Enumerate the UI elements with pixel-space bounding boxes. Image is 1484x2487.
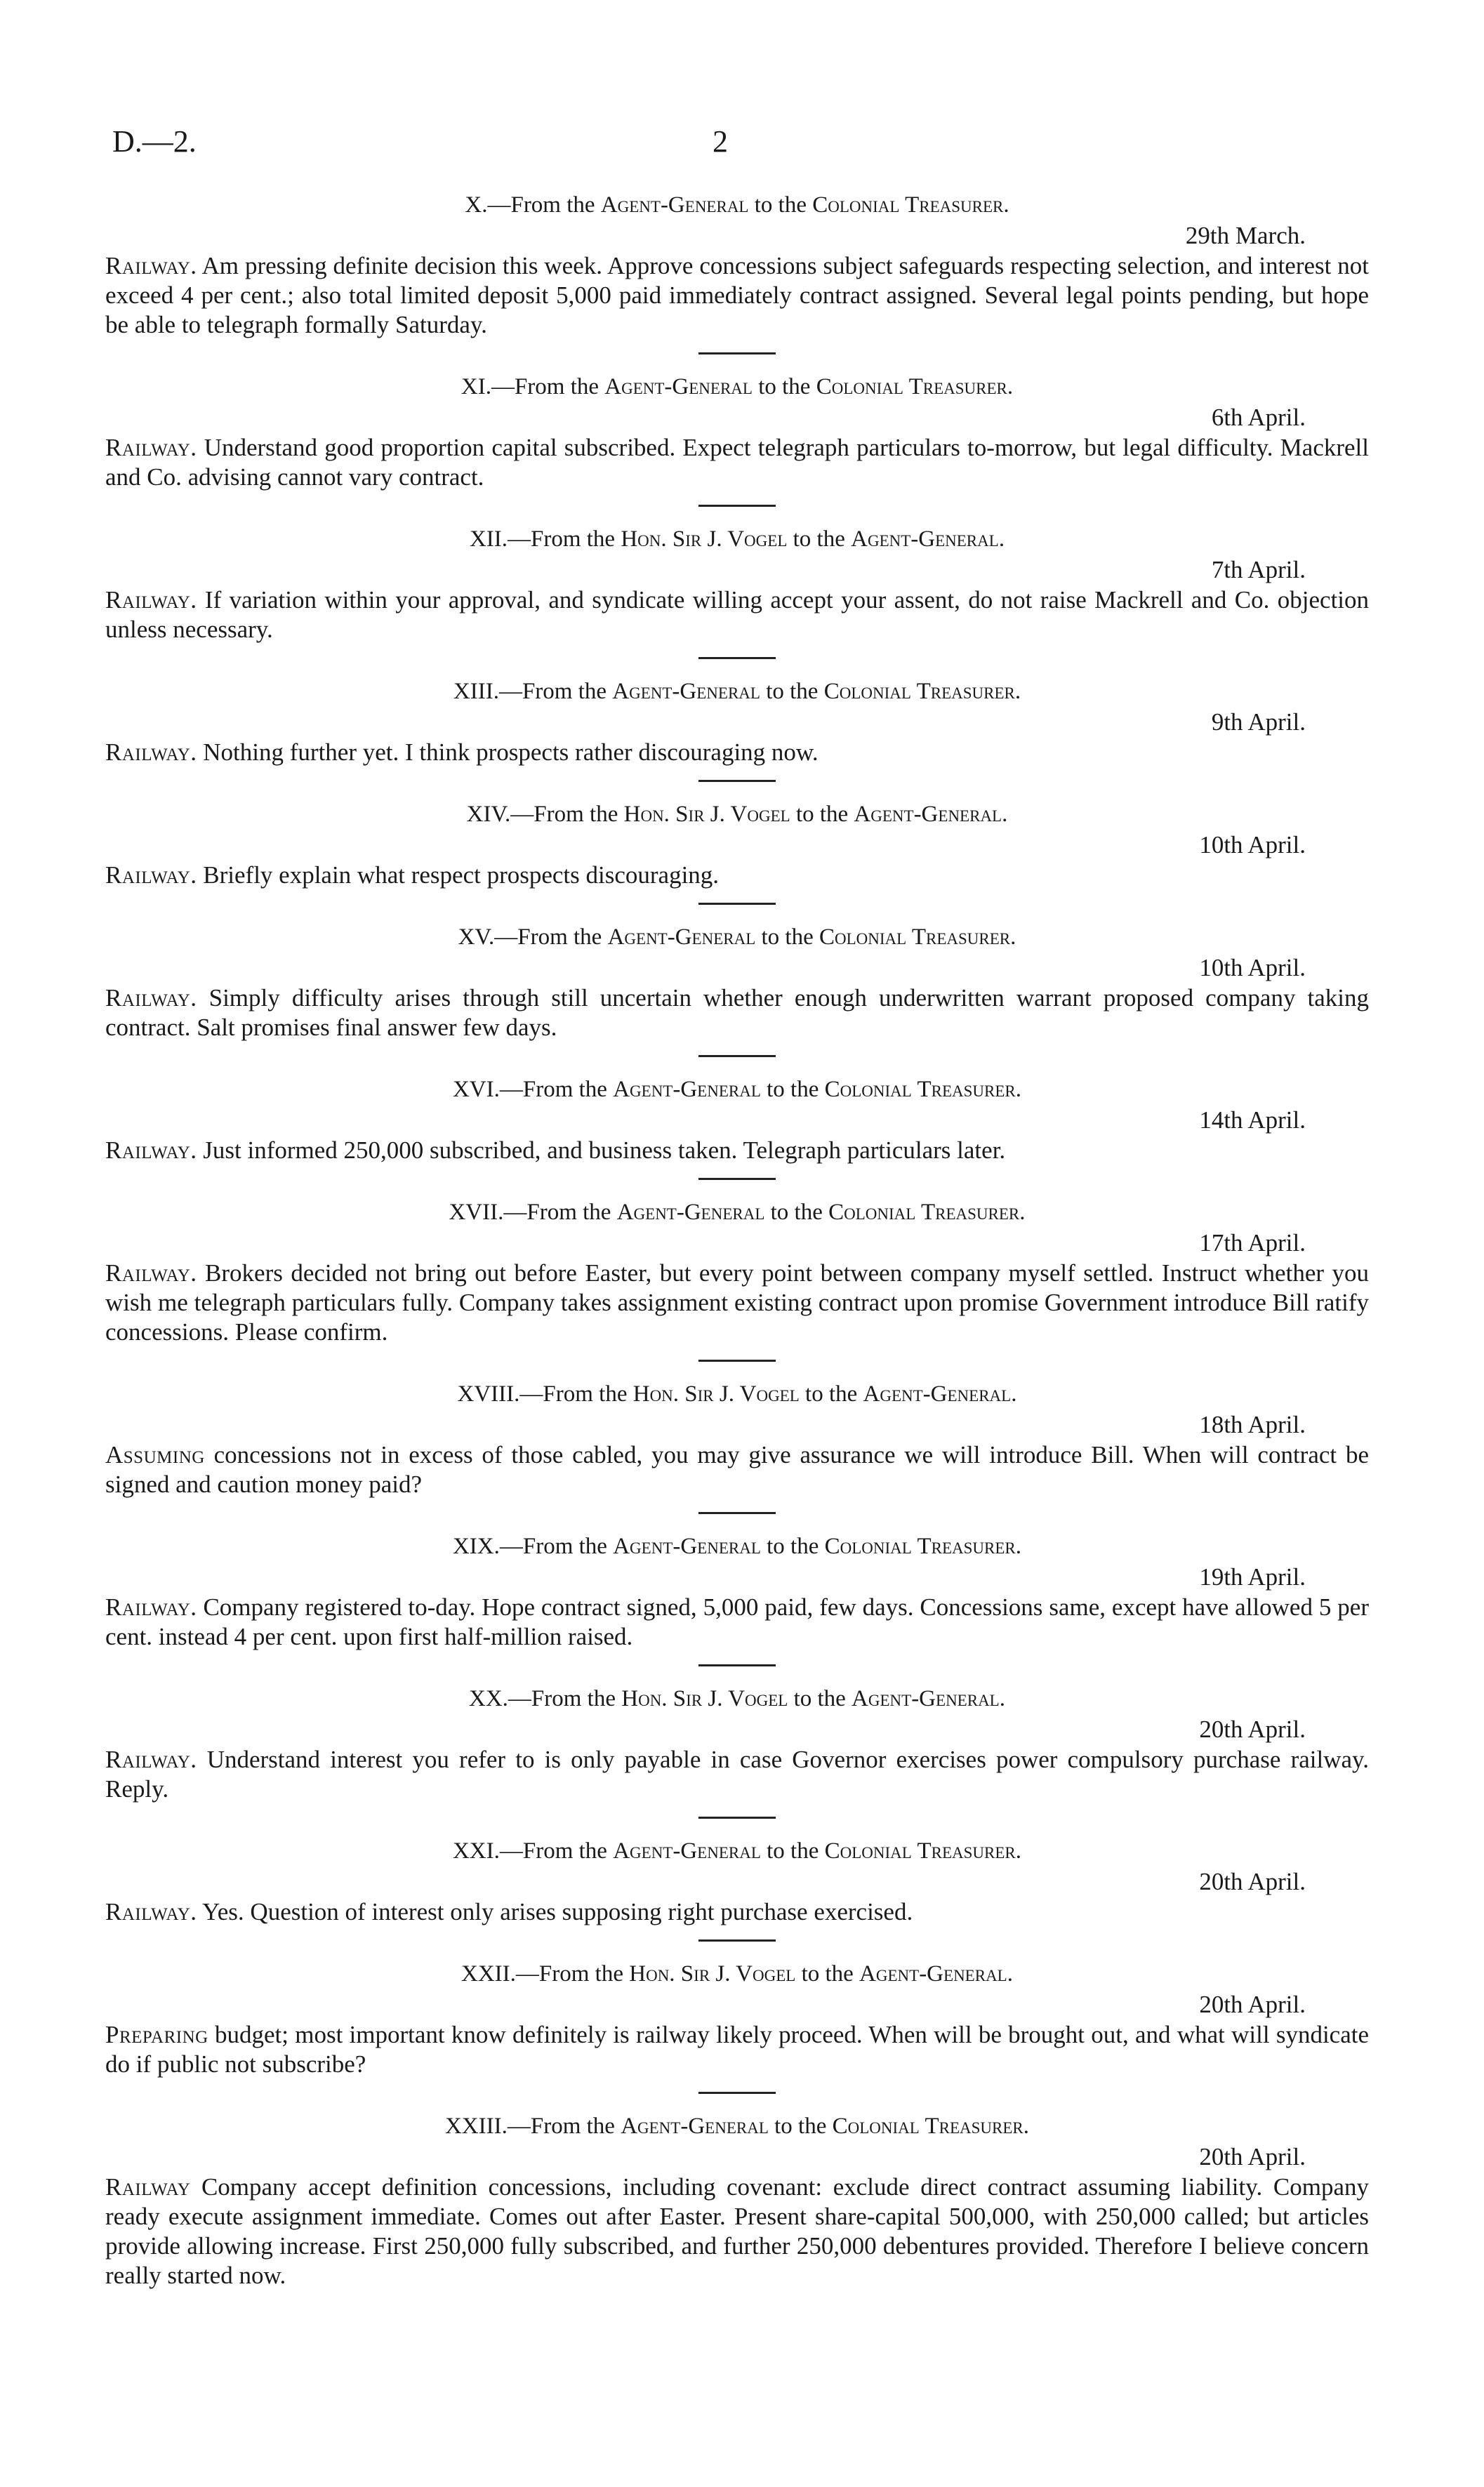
telegram-body [105, 1440, 1369, 1499]
telegram-xxiii [105, 2111, 1369, 2290]
telegram-heading: X.—From the Agent-General to the Colonial Treasurer. [465, 192, 1009, 218]
telegram-date: 7th April. [1211, 556, 1306, 583]
telegram-text: Briefly explain what respect prospects discouraging. [203, 861, 720, 889]
telegram-lead: Railway. [105, 1136, 197, 1164]
telegram-xviii [105, 1379, 1369, 1499]
telegram-heading: XXIII.—From the Agent-General to the Colonial Treasurer. [444, 2114, 1030, 2139]
telegram-date: 20th April. [1199, 1991, 1306, 2018]
telegram-sender: Hon. Sir J. Vogel [621, 526, 788, 552]
telegram-number: XIV. [466, 802, 511, 827]
telegram-xv [105, 922, 1369, 1042]
telegram-heading: XXII.—From the Hon. Sir J. Vogel to the Agent-General. [461, 1961, 1013, 1987]
telegram-number: XI. [461, 374, 491, 399]
telegram-number: XV. [458, 924, 495, 950]
telegram-xi [105, 371, 1369, 492]
telegram-sender: Agent-General [600, 192, 749, 218]
telegram-recipient: Colonial Treasurer [812, 192, 1004, 218]
divider-rule [698, 1664, 776, 1666]
telegram-sender: Agent-General [607, 924, 756, 950]
telegram-xiv [105, 799, 1369, 890]
telegram-number: XII. [469, 526, 508, 552]
telegram-body [105, 1745, 1369, 1804]
telegram-number: XVIII. [457, 1381, 520, 1407]
telegram-text: Understand interest you refer to is only payable in case Governor exercises power compulsory purchase railway. Reply. [105, 1746, 1369, 1803]
telegram-body [105, 983, 1369, 1042]
telegram-recipient: Colonial Treasurer [828, 1200, 1020, 1225]
telegram-text: Understand good proportion capital subscribed. Expect telegraph particulars to-morrow, but legal difficulty. Mackrell and Co. advising cannot vary contract. [105, 434, 1369, 491]
telegram-heading: XX.—From the Hon. Sir J. Vogel to the Agent-General. [469, 1686, 1005, 1711]
telegram-date: 20th April. [1199, 1716, 1306, 1743]
telegram-heading: XXI.—From the Agent-General to the Colonial Treasurer. [452, 1838, 1022, 1864]
telegram-date: 10th April. [1199, 954, 1306, 981]
telegram-lead: Railway. [105, 1593, 197, 1621]
telegram-lead: Preparing [105, 2021, 208, 2048]
telegram-text: Company accept definition concessions, including covenant: exclude direct contract assuming liability. Company ready execute assignment immediate. Comes out after Easter. Present share-capital 500,000, with 250,000 called; but articles provide allowing increase. First 250,000 fully subscribed, and further 250,000 debentures provided. Therefore I believe concern really started now. [105, 2173, 1369, 2289]
telegram-body [105, 738, 1369, 767]
telegram-sender: Hon. Sir J. Vogel [623, 802, 790, 827]
telegram-lead: Railway. [105, 434, 197, 461]
telegram-sender: Agent-General [616, 1200, 765, 1225]
telegram-heading: XII.—From the Hon. Sir J. Vogel to the Agent-General. [469, 526, 1005, 552]
telegram-sender: Hon. Sir J. Vogel [629, 1961, 796, 1987]
telegram-lead: Railway. [105, 1746, 197, 1773]
divider-rule [698, 1939, 776, 1942]
telegram-sender: Hon. Sir J. Vogel [632, 1381, 800, 1407]
telegram-lead: Railway. [105, 586, 197, 614]
telegram-body [105, 1259, 1369, 1347]
telegram-text: budget; most important know definitely is railway likely proceed. When will be brought out, and what will syndicate do if public not subscribe? [105, 2021, 1370, 2078]
divider-rule [698, 1817, 776, 1819]
divider-rule [698, 505, 776, 507]
telegram-recipient: Colonial Treasurer [824, 1534, 1016, 1559]
telegram-body [105, 1593, 1369, 1652]
telegram-heading: XIII.—From the Agent-General to the Colonial Treasurer. [453, 679, 1021, 704]
telegram-lead: Railway [105, 2173, 191, 2201]
telegram-date: 18th April. [1199, 1411, 1306, 1438]
telegram-lead: Railway. [105, 738, 197, 766]
telegram-recipient: Agent-General [863, 1381, 1012, 1407]
telegram-number: XVII. [449, 1200, 504, 1225]
telegram-date: 10th April. [1199, 831, 1306, 858]
telegram-body [105, 861, 1369, 890]
divider-rule [698, 780, 776, 782]
telegram-sender: Hon. Sir J. Vogel [621, 1686, 788, 1711]
telegram-xix [105, 1531, 1369, 1652]
telegram-number: XIII. [453, 679, 499, 704]
telegram-number: X. [465, 192, 488, 218]
telegram-heading: XIX.—From the Agent-General to the Colonial Treasurer. [452, 1534, 1022, 1559]
page-header [112, 124, 1376, 166]
telegram-body [105, 251, 1369, 340]
divider-rule [698, 657, 776, 659]
divider-rule [698, 1178, 776, 1180]
telegram-number: XXII. [461, 1961, 516, 1987]
telegram-lead: Railway. [105, 252, 197, 279]
page-number: 2 [713, 124, 728, 159]
telegram-text: Just informed 250,000 subscribed, and business taken. Telegraph particulars later. [203, 1136, 1006, 1164]
telegram-number: XXI. [452, 1838, 500, 1864]
telegram-number: XIX. [452, 1534, 500, 1559]
telegram-xx [105, 1683, 1369, 1804]
telegram-text: Yes. Question of interest only arises supposing right purchase exercised. [201, 1898, 913, 1925]
telegram-sender: Agent-General [604, 374, 753, 399]
telegram-date: 9th April. [1211, 708, 1306, 736]
telegram-x [105, 190, 1369, 340]
divider-rule [698, 2092, 776, 2094]
document-reference: D.—2. [112, 124, 197, 159]
telegram-number: XVI. [452, 1077, 500, 1102]
telegram-text: concessions not in excess of those cabled, you may give assurance we will introduce Bill. When will contract be signed and caution money paid? [105, 1441, 1369, 1498]
telegram-recipient: Agent-General [852, 1686, 1000, 1711]
telegram-lead: Railway. [105, 1259, 197, 1287]
telegram-text: Nothing further yet. I think prospects rather discouraging now. [203, 738, 819, 766]
telegram-heading: XVI.—From the Agent-General to the Colonial Treasurer. [452, 1077, 1022, 1102]
telegram-lead: Railway. [105, 1898, 197, 1925]
telegram-date: 6th April. [1211, 404, 1306, 431]
telegram-sender: Agent-General [612, 679, 760, 704]
telegram-date: 20th April. [1199, 1868, 1306, 1895]
telegram-recipient: Agent-General [859, 1961, 1007, 1987]
divider-rule [698, 352, 776, 354]
telegram-number: XX. [469, 1686, 508, 1711]
telegram-heading: XV.—From the Agent-General to the Colonial Treasurer. [458, 924, 1016, 950]
telegram-xiii [105, 676, 1369, 767]
telegram-recipient: Agent-General [854, 802, 1002, 827]
telegram-heading: XVIII.—From the Hon. Sir J. Vogel to the Agent-General. [457, 1381, 1017, 1407]
telegram-body [105, 2173, 1369, 2290]
telegram-recipient: Colonial Treasurer [824, 1077, 1016, 1102]
telegram-date: 29th March. [1185, 222, 1306, 249]
telegram-xxi [105, 1836, 1369, 1927]
telegram-recipient: Colonial Treasurer [824, 1838, 1016, 1864]
telegram-date: 20th April. [1199, 2143, 1306, 2170]
telegram-date: 19th April. [1199, 1563, 1306, 1591]
divider-rule [698, 1360, 776, 1362]
telegram-recipient: Colonial Treasurer [823, 679, 1015, 704]
telegram-xvi [105, 1074, 1369, 1165]
telegram-recipient: Colonial Treasurer [816, 374, 1007, 399]
telegram-date: 14th April. [1199, 1106, 1306, 1134]
telegram-body [105, 1136, 1369, 1165]
telegram-date: 17th April. [1199, 1229, 1306, 1256]
telegram-recipient: Colonial Treasurer [819, 924, 1011, 950]
telegram-xvii [105, 1197, 1369, 1347]
telegram-lead: Assuming [105, 1441, 205, 1468]
telegram-sender: Agent-General [613, 1534, 761, 1559]
telegram-body [105, 1897, 1369, 1927]
telegram-text: Company registered to-day. Hope contract signed, 5,000 paid, few days. Concessions same, except have allowed 5 per cent. instead 4 per cent. upon first half-million raised. [105, 1593, 1369, 1650]
telegram-text: Am pressing definite decision this week. Approve concessions subject safeguards respecting selection, and interest not exceed 4 per cent.; also total limited deposit 5,000 paid immediately contract assigned. Several legal points pending, but hope be able to telegraph formally Saturday. [105, 252, 1370, 338]
telegram-number: XXIII. [444, 2114, 508, 2139]
divider-rule [698, 1055, 776, 1057]
telegram-lead: Railway. [105, 861, 197, 889]
telegram-recipient: Colonial Treasurer [832, 2114, 1023, 2139]
telegram-heading: XIV.—From the Hon. Sir J. Vogel to the Agent-General. [466, 802, 1008, 827]
telegram-heading: XI.—From the Agent-General to the Colonial Treasurer. [461, 374, 1014, 399]
telegram-lead: Railway. [105, 984, 197, 1012]
telegram-body [105, 433, 1369, 492]
telegram-sender: Agent-General [613, 1077, 761, 1102]
telegram-body [105, 585, 1369, 644]
telegram-sender: Agent-General [613, 1838, 761, 1864]
telegram-sender: Agent-General [621, 2114, 769, 2139]
telegram-list [105, 190, 1369, 2290]
divider-rule [698, 1512, 776, 1514]
telegram-text: If variation within your approval, and syndicate willing accept your assent, do not raise Mackrell and Co. objection unless necessary. [105, 586, 1370, 643]
telegram-xii [105, 524, 1369, 644]
telegram-body [105, 2020, 1369, 2079]
telegram-text: Brokers decided not bring out before Easter, but every point between company myself settled. Instruct whether you wish me telegraph particulars fully. Company takes assignment existing contract upon promise Government introduce Bill ratify concessions. Please confirm. [105, 1259, 1370, 1346]
telegram-text: Simply difficulty arises through still uncertain whether enough underwritten warrant proposed company taking contract. Salt promises final answer few days. [105, 984, 1369, 1041]
telegram-heading: XVII.—From the Agent-General to the Colonial Treasurer. [449, 1200, 1026, 1225]
telegram-recipient: Agent-General [851, 526, 999, 552]
divider-rule [698, 903, 776, 905]
telegram-xxii [105, 1958, 1369, 2079]
